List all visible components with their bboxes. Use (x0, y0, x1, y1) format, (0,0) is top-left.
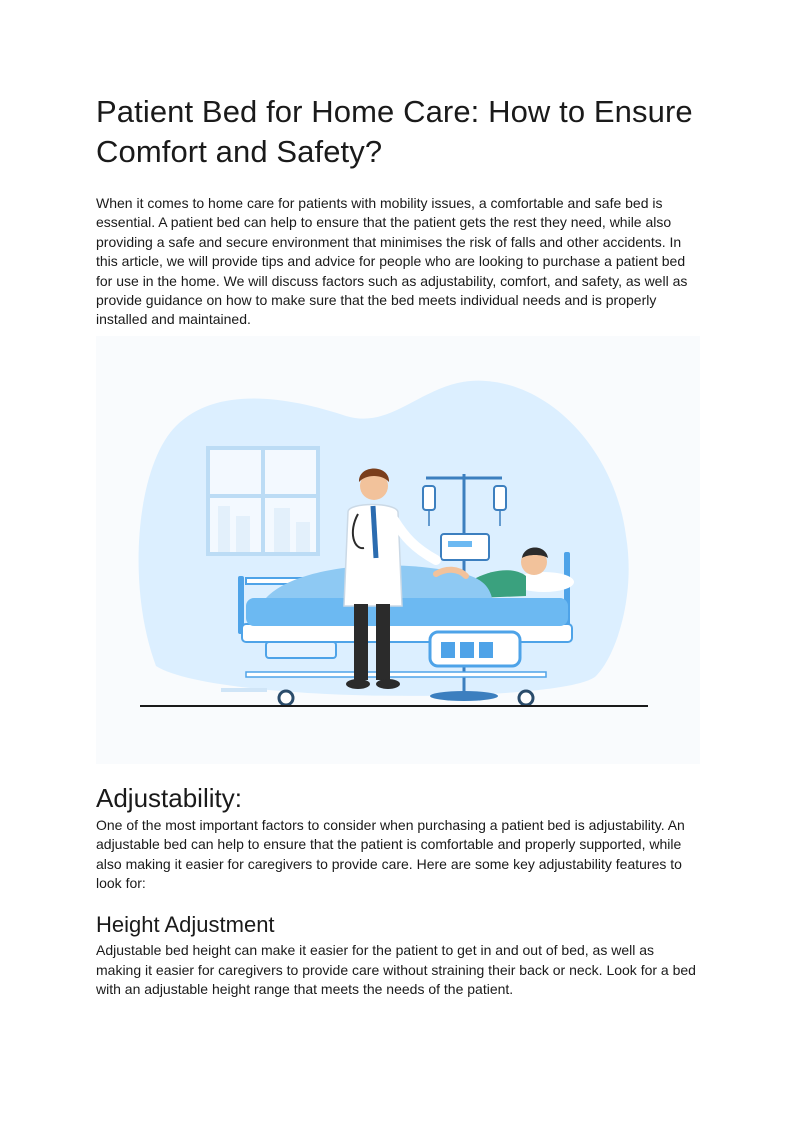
doctor-patient-hospital-bed-illustration (96, 336, 700, 764)
section-heading-adjustability: Adjustability: (96, 782, 242, 813)
window-icon (208, 448, 318, 554)
section-heading-height-adjustment: Height Adjustment (96, 912, 275, 938)
intro-paragraph: When it comes to home care for patients with mobility issues, a comfortable and safe bed is essential. A patient bed can help to ensure that the patient gets the rest they need, while also providing a safe and secure environment that minimises the risk of falls and other accidents. In this article, we will provide tips and advice for people who are looking to purchase a patient bed for use in the home. We will discuss factors such as adjustability, comfort, and safety, as well as provide guidance on how to make sure that the bed meets individual needs and is properly installed and maintained. (96, 195, 688, 328)
section-body-height-adjustment: Adjustable bed height can make it easier for the patient to get in and out of bed, as well as making it easier for caregivers to provide care without straining their back or neck. Look for a bed with an adjustable height range that meets the needs of the patient. (96, 942, 696, 998)
document-page (96, 92, 700, 1000)
section-body-adjustability: One of the most important factors to consider when purchasing a patient bed is adjustability. An adjustable bed can help to ensure that the patient is comfortable and properly supported, while also making it easier for caregivers to provide care. Here are some key adjustability features to look for: (96, 816, 685, 892)
page-title: Patient Bed for Home Care: How to Ensure Comfort and Safety? (96, 94, 693, 169)
